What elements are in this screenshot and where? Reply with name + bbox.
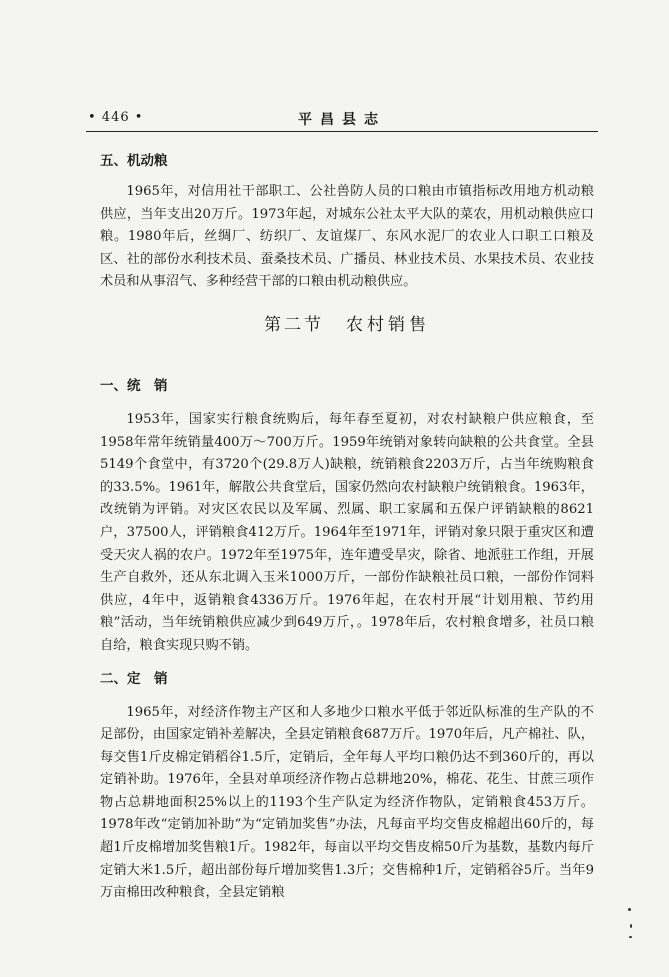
chapter-title [100,313,594,337]
running-title: 平昌县志 [298,112,386,128]
page-header [86,100,598,130]
chapter-name: 农村销售 [346,314,430,335]
scan-speck [630,924,632,928]
body-paragraph: 1953年，国家实行粮食统购后，每年春至夏初，对农村缺粮户供应粮食，至1958年常年统销量400万～700万斤。1959年统销对象转向缺粮的公共食堂。全县5149个食堂中，有3720个(29.8万人)缺粮，统销粮食2203万斤，占当年统购粮食的33.5%。1961年，解散公共食堂后，国家仍然向农村缺粮户统销粮食。1963年，改统销为评销。对灾区农民以及军属、烈属、职工家属和五保户评销缺粮的8621户，37500人，评销粮食412万斤。1964年至1971年，评销对象只限于重灾区和遭受天灾人祸的农户。1972年至1975年，连年遭受旱灾，除省、地派驻工作组，开展生产自救外，还从东北调入玉米1000万斤，一部份作缺粮社员口粮，一部份作饲料供应，4年中，返销粮食4336万斤。1976年起，在农村开展“计划用粮、节约用粮”活动，当年统销粮供应减少到649万斤，。1978年后，农村粮食增多，社员口粮自给，粮食实现只购不销。 [100,411,594,653]
body-paragraph: 1965年，对信用社干部职工、公社兽防人员的口粮由市镇指标改用地方机动粮供应，当年支出20万斤。1973年起，对城东公社太平大队的菜农，用机动粮供应口粮。1980年后，丝绸厂、纺织厂、友谊煤厂、东风水泥厂的农业人口职工口粮及区、社的部份水利技术员、蚕桑技术员、广播员、林业技术员、水果技术员、农业技术员和从事沼气、多种经营干部的口粮由机动粮供应。 [100,184,594,290]
scan-speck [629,936,632,938]
body-paragraph: 1965年，对经济作物主产区和人多地少口粮水平低于邻近队标准的生产队的不足部份，由国家定销补差解决，全县定销粮食687万斤。1970年后，凡产棉社、队，每交售1斤皮棉定销稻谷1.5斤，定销后，全年每人平均口粮仍达不到360斤的，再以定销补助。1976年，全县对单项经济作物占总耕地20%，棉花、花生、甘蔗三项作物占总耕地面积25%以上的1193个生产队定为经济作物队，定销粮食453万斤。1978年改“定销加补助”为“定销加奖售”办法，凡每亩平均交售皮棉超出60斤的，每超1斤皮棉增加奖售粮1斤。1982年，每亩以平均交售皮棉50斤为基数，基数内每斤定销大米1.5斤，超出部份每斤增加奖售1.3斤；交售棉种1斤，定销稻谷5斤。当年9万亩棉田改种粮食，全县定销粮 [100,704,594,901]
header-rule [86,131,598,132]
section-heading: 五、机动粮 [100,153,168,169]
subsection-heading: 一、统 销 [100,377,168,394]
page-number: • 446 • [88,110,144,125]
chapter-number: 第二节 [264,314,324,335]
subsection-heading: 二、定 销 [100,670,168,687]
scan-speck [628,908,631,911]
page-content [100,146,594,905]
